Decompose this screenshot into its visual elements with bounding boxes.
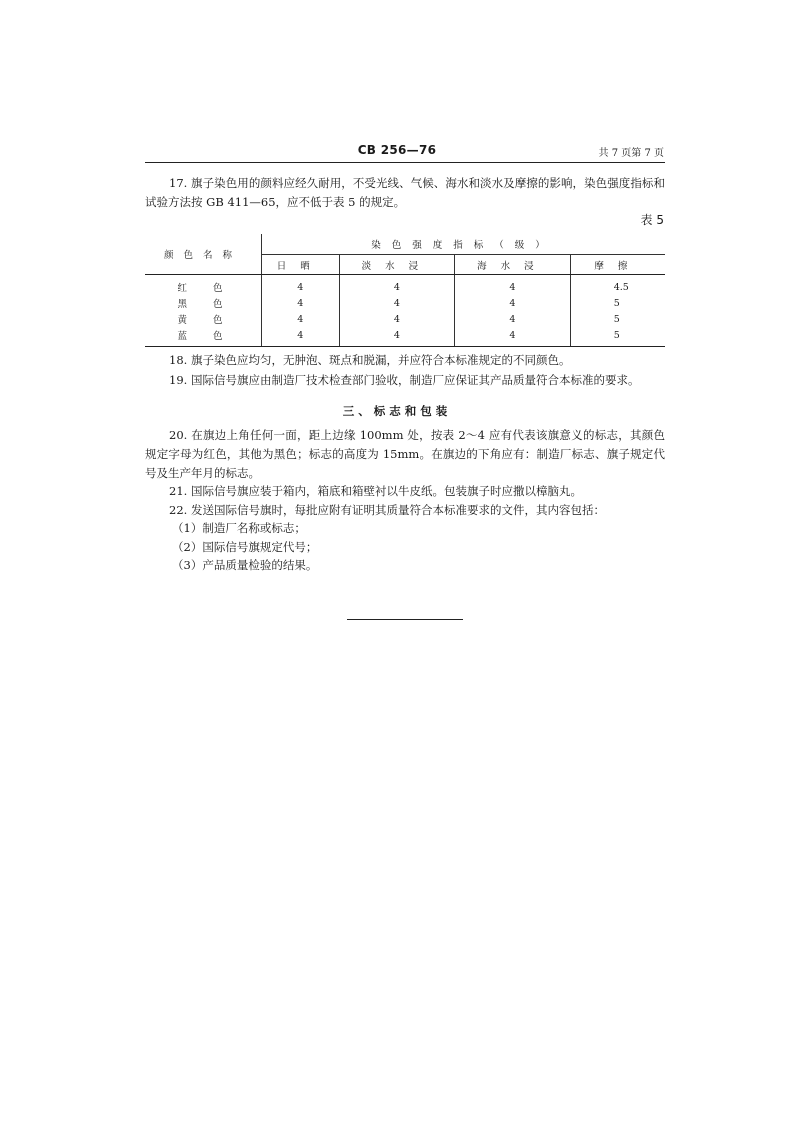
table-row — [145, 311, 665, 327]
table-cell: 4 — [455, 327, 571, 347]
clause-19: 19. 国际信号旗应由制造厂技术检查部门验收，制造厂应保证其产品质量符合本标准的要求。 — [169, 373, 640, 387]
table-cell: 5 — [613, 313, 620, 325]
header-rule — [145, 162, 665, 163]
table-cell: 4 — [262, 327, 340, 347]
table-subheader-rubbing: 摩擦 — [570, 255, 665, 275]
section-3-title: 三、标志和包装 — [342, 404, 452, 418]
table-row — [145, 327, 665, 347]
table-cell-color: 黑色 — [145, 295, 262, 311]
list-item: （1）制造厂名称或标志； — [172, 521, 306, 535]
table-cell: 4 — [262, 295, 340, 311]
end-rule — [347, 619, 463, 620]
table-cell: 4 — [262, 311, 340, 327]
list-item: （2）国际信号旗规定代号； — [172, 540, 318, 554]
table-subheader-seawater: 海水浸 — [455, 255, 571, 275]
clause-22: 22. 发送国际信号旗时，每批应附有证明其质量符合本标准要求的文件，其内容包括： — [169, 503, 605, 517]
table-cell: 4 — [339, 311, 455, 327]
table-cell: 4 — [339, 327, 455, 347]
table-cell: 4 — [262, 275, 340, 296]
table-5 — [145, 234, 665, 347]
clause-18: 18. 旗子染色应均匀，无肿泡、斑点和脱漏，并应符合本标准规定的不同颜色。 — [169, 353, 571, 367]
table-subheader-freshwater: 淡水浸 — [339, 255, 455, 275]
table-cell-color: 黄色 — [145, 311, 262, 327]
table-row — [145, 295, 665, 311]
table-cell: 4.5 — [613, 281, 629, 293]
table-cell: 4 — [339, 275, 455, 296]
table-cell: 5 — [570, 327, 665, 347]
table-cell-color: 蓝色 — [145, 327, 262, 347]
clause-17: 17. 旗子染色用的颜料应经久耐用，不受光线、气候、海水和淡水及摩擦的影响，染色强度指标和试验方法按 GB 411—65，应不低于表 5 的规定。 — [145, 176, 665, 209]
table-header-color-name: 颜色名称 — [145, 234, 262, 275]
list-item: （3）产品质量检验的结果。 — [172, 558, 318, 572]
clause-21: 21. 国际信号旗应装于箱内，箱底和箱壁衬以牛皮纸。包装旗子时应撒以樟脑丸。 — [169, 484, 582, 498]
table-cell: 4 — [455, 275, 571, 296]
table-5-caption: 表 5 — [640, 213, 664, 227]
table-subheader-sun: 日晒 — [262, 255, 340, 275]
table-header-group: 染色强度指标（级） — [262, 234, 666, 255]
clause-20: 20. 在旗边上角任何一面，距上边缘 100mm 处，按表 2～4 应有代表该旗意义的标志，其颜色规定字母为红色，其他为黑色；标志的高度为 15mm。在旗边的下角应有：制造厂标志、旗子规定代号及生产年月的标志。 — [145, 428, 665, 480]
table-cell: 4 — [339, 295, 455, 311]
table-row — [145, 275, 665, 296]
table-cell-color: 红色 — [145, 275, 262, 296]
page-info: 共 7 页第 7 页 — [598, 148, 664, 159]
table-cell: 4 — [455, 295, 571, 311]
standard-code: CB 256—76 — [357, 143, 437, 157]
table-cell: 5 — [613, 297, 620, 309]
table-cell: 4 — [455, 311, 571, 327]
